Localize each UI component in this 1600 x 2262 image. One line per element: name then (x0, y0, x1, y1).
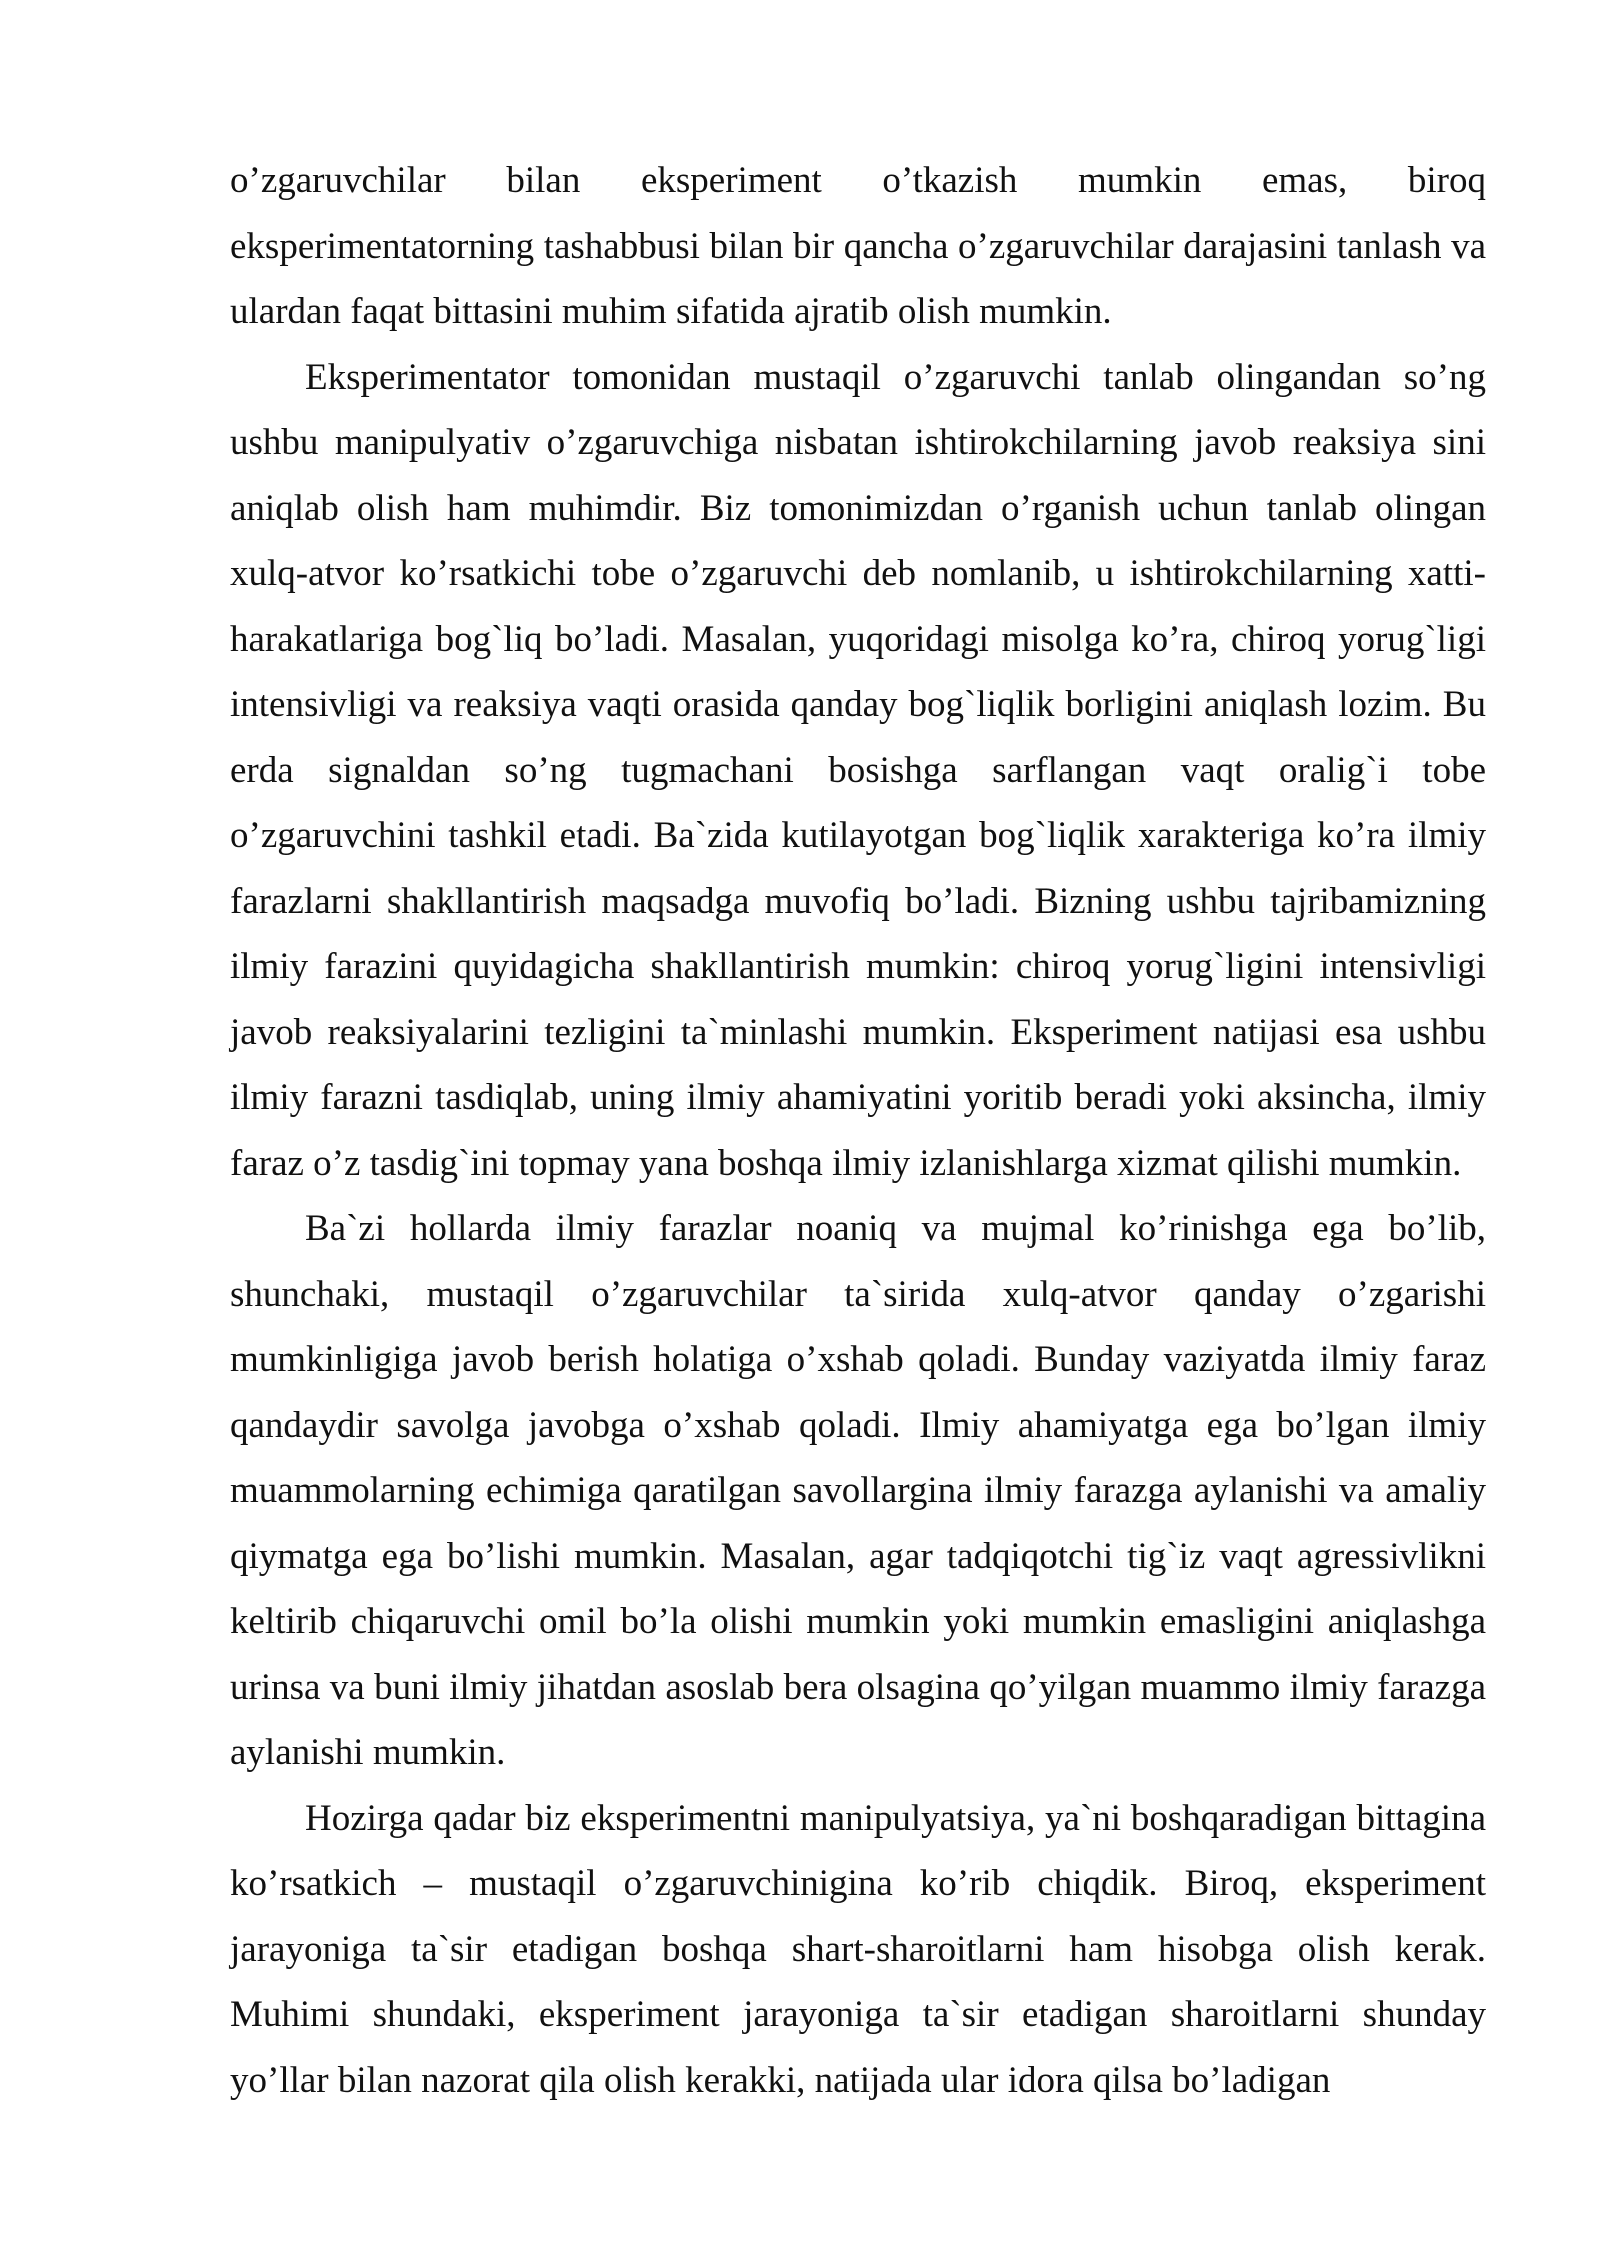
paragraph-4: Hozirga qadar biz eksperimentni manipulyatsiya, ya`ni boshqaradigan bittagina ko’rsatkich – mustaqil o’zgaruvchinigina ko’rib chiqdik. Biroq, eksperiment jarayoniga ta`sir etadigan boshqa shart-sharoitlarni ham hisobga olish kerak. Muhimi shundaki, eksperiment jarayoniga ta`sir etadigan sharoitlarni shunday yo’llar bilan nazorat qila olish kerakki, natijada ular idora qilsa bo’ladigan (230, 1797, 1486, 2101)
document-body (230, 148, 1486, 2113)
paragraph-3: Ba`zi hollarda ilmiy farazlar noaniq va mujmal ko’rinishga ega bo’lib, shunchaki, mustaqil o’zgaruvchilar ta`sirida xulq-atvor qanday o’zgarishi mumkinligiga javob berish holatiga o’xshab qoladi. Bunday vaziyatda ilmiy faraz qandaydir savolga javobga o’xshab qoladi. Ilmiy ahamiyatga ega bo’lgan ilmiy muammolarning echimiga qaratilgan savollargina ilmiy farazga aylanishi va amaliy qiymatga ega bo’lishi mumkin. Masalan, agar tadqiqotchi tig`iz vaqt agressivlikni keltirib chiqaruvchi omil bo’la olishi mumkin yoki mumkin emasligini aniqlashga urinsa va buni ilmiy jihatdan asoslab bera olsagina qo’yilgan muammo ilmiy farazga aylanishi mumkin. (230, 1208, 1486, 1773)
paragraph-1: o’zgaruvchilar bilan eksperiment o’tkazish mumkin emas, biroq eksperimentatorning tashabbusi bilan bir qancha o’zgaruvchilar darajasini tanlash va ulardan faqat bittasini muhim sifatida ajratib olish mumkin. (230, 160, 1486, 332)
paragraph-2: Eksperimentator tomonidan mustaqil o’zgaruvchi tanlab olingandan so’ng ushbu manipulyativ o’zgaruvchiga nisbatan ishtirokchilarning javob reaksiya sini aniqlab olish ham muhimdir. Biz tomonimizdan o’rganish uchun tanlab olingan xulq-atvor ko’rsatkichi tobe o’zgaruvchi deb nomlanib, u ishtirokchilarning xatti-harakatlariga bog`liq bo’ladi. Masalan, yuqoridagi misolga ko’ra, chiroq yorug`ligi intensivligi va reaksiya vaqti orasida qanday bog`liqlik borligini aniqlash lozim. Bu erda signaldan so’ng tugmachani bosishga sarflangan vaqt oralig`i tobe o’zgaruvchini tashkil etadi. Ba`zida kutilayotgan bog`liqlik xarakteriga ko’ra ilmiy farazlarni shakllantirish maqsadga muvofiq bo’ladi. Bizning ushbu tajribamizning ilmiy farazini quyidagicha shakllantirish mumkin: chiroq yorug`ligini intensivligi javob reaksiyalarini tezligini ta`minlashi mumkin. Eksperiment natijasi esa ushbu ilmiy farazni tasdiqlab, uning ilmiy ahamiyatini yoritib beradi yoki aksincha, ilmiy faraz o’z tasdig`ini topmay yana boshqa ilmiy izlanishlarga xizmat qilishi mumkin. (230, 356, 1486, 1184)
